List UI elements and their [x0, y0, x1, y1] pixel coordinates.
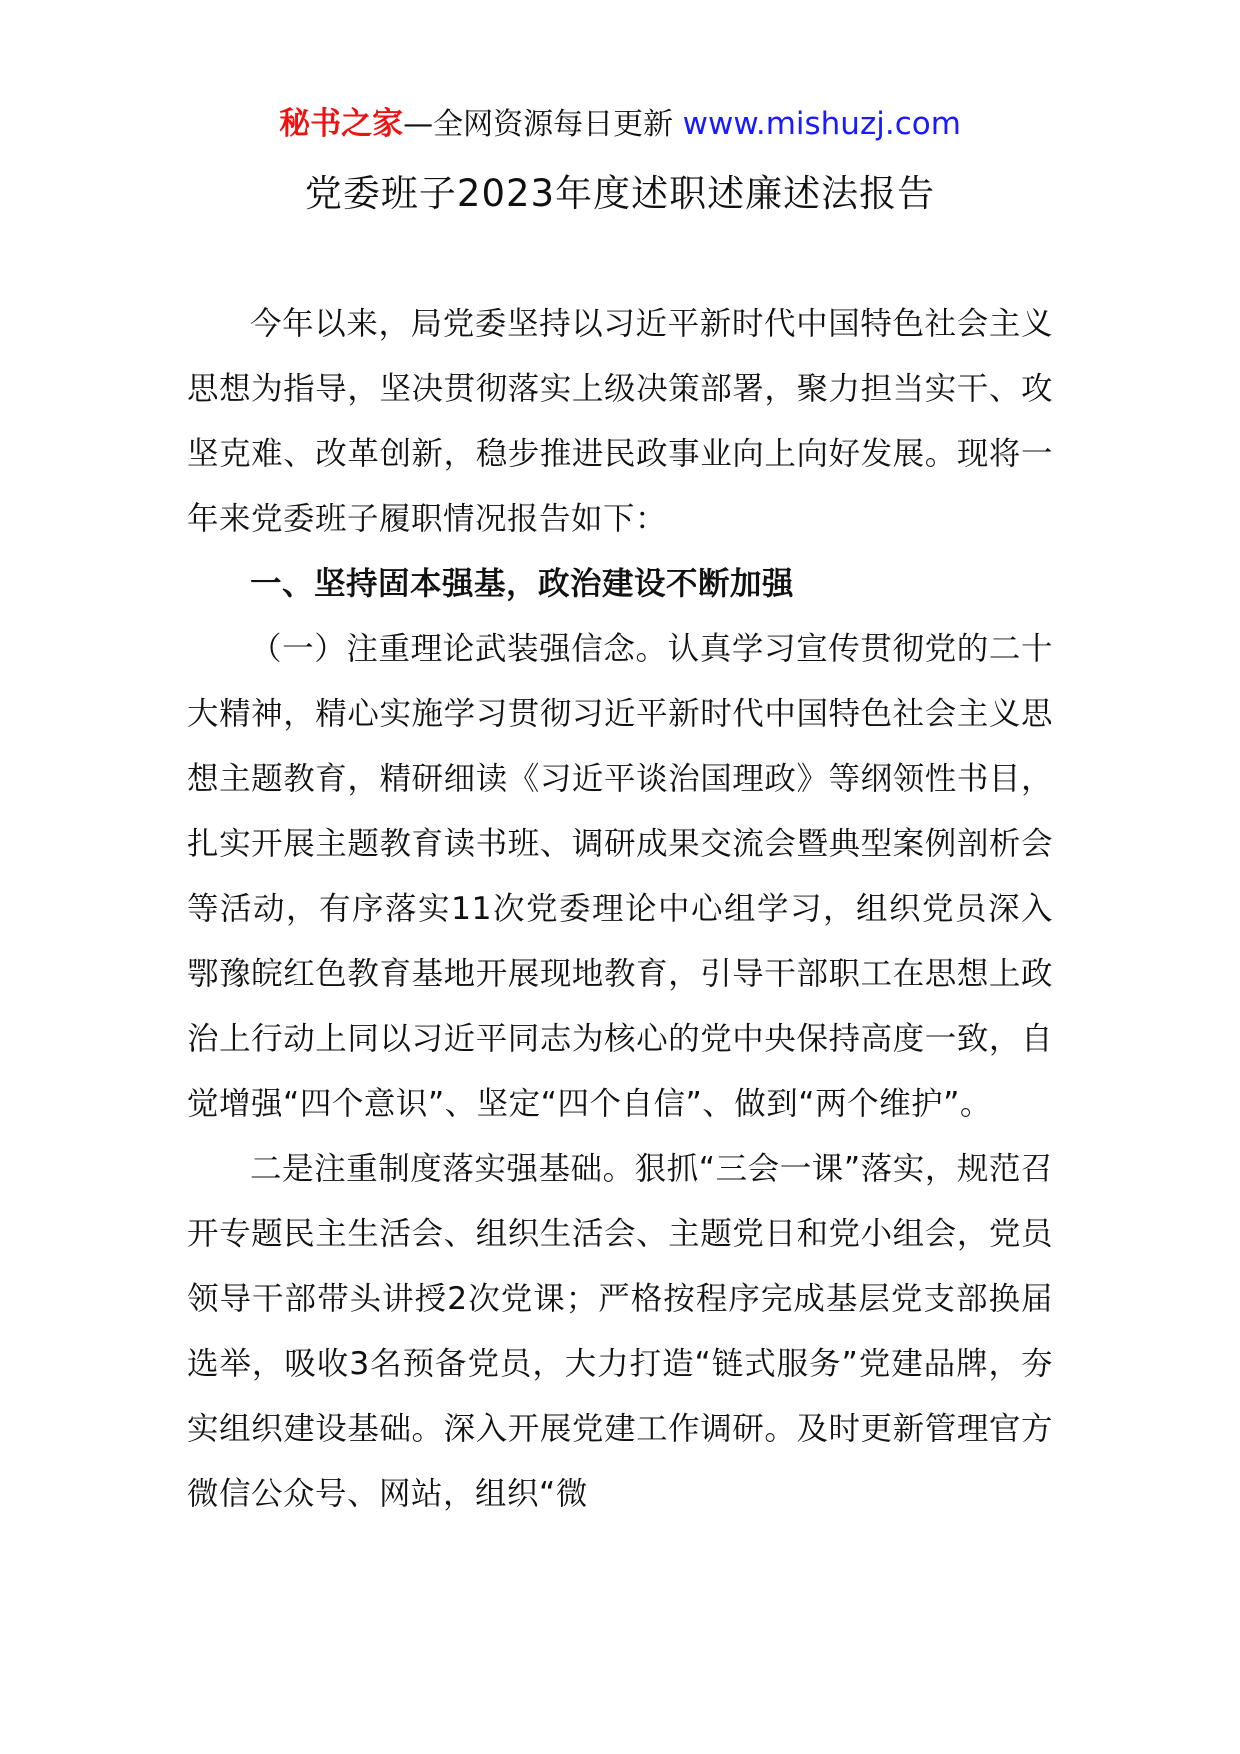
- subsection-paragraph-1: （一）注重理论武装强信念。认真学习宣传贯彻党的二十大精神，精心实施学习贯彻习近平新时代中国特色社会主义思想主题教育，精研细读《习近平谈治国理政》等纲领性书目，扎实开展主题教育读书班、调研成果交流会暨典型案例剖析会等活动，有序落实11次党委理论中心组学习，组织党员深入鄂豫皖红色教育基地开展现地教育，引导干部职工在思想上政治上行动上同以习近平同志为核心的党中央保持高度一致，自觉增强“四个意识”、坚定“四个自信”、做到“两个维护”。: [187, 631, 1053, 1122]
- site-url-link[interactable]: www.mishuzj.com: [682, 106, 961, 142]
- brand-name: 秘书之家: [279, 106, 404, 142]
- intro-paragraph: 今年以来，局党委坚持以习近平新时代中国特色社会主义思想为指导，坚决贯彻落实上级决策部署，聚力担当实干、攻坚克难、改革创新，稳步推进民政事业向上向好发展。现将一年来党委班子履职情况报告如下：: [187, 306, 1053, 537]
- site-header: [0, 102, 1240, 147]
- subsection-paragraph-2: 二是注重制度落实强基础。狠抓“三会一课”落实，规范召开专题民主生活会、组织生活会、主题党日和党小组会，党员领导干部带头讲授2次党课；严格按程序完成基层党支部换届选举，吸收3名预备党员，大力打造“链式服务”党建品牌，夯实组织建设基础。深入开展党建工作调研。及时更新管理官方微信公众号、网站，组织“微: [187, 1151, 1053, 1512]
- section-heading-1: 一、坚持固本强基，政治建设不断加强: [250, 566, 795, 602]
- document-body: [187, 292, 1053, 1527]
- header-tagline: —全网资源每日更新: [403, 107, 683, 142]
- document-title: 党委班子2023年度述职述廉述法报告: [304, 172, 936, 215]
